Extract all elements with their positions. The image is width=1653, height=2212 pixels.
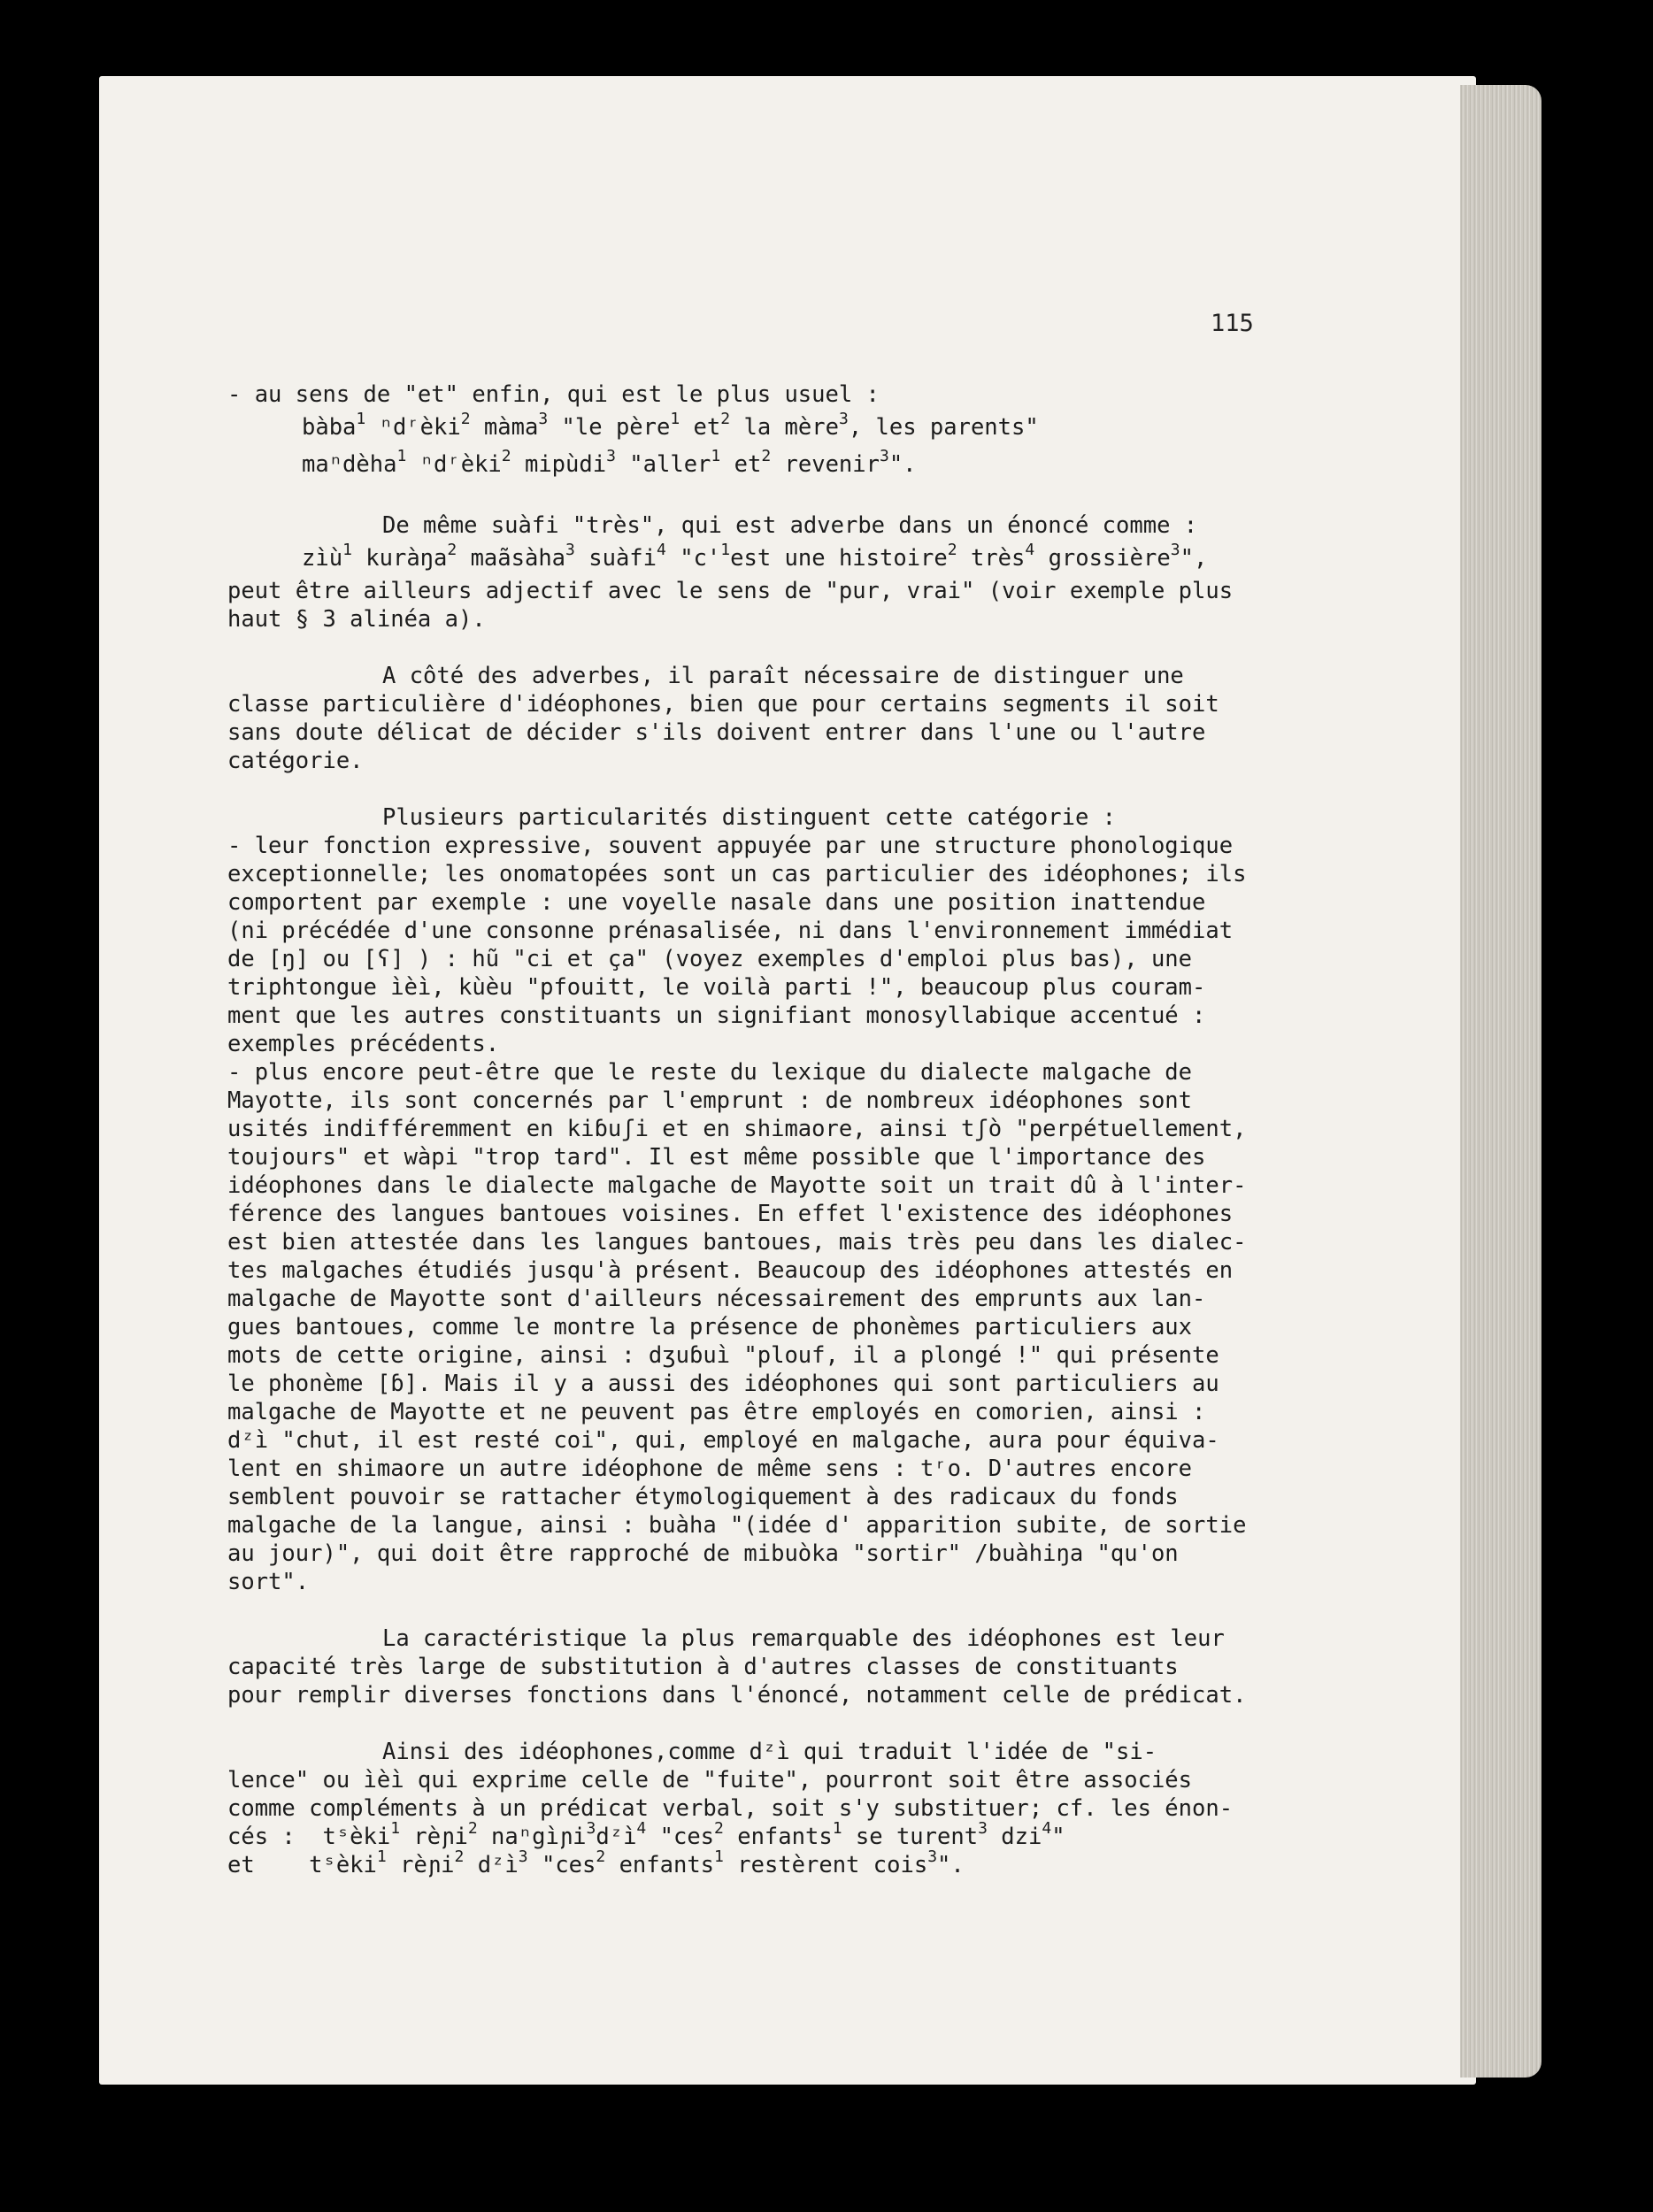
- page-edges: [1460, 85, 1542, 2078]
- text-line: tes malgaches étudiés jusqu'à présent. Beaucoup des idéophones attestés en: [227, 1257, 1234, 1284]
- example-line: bàba$^1$ ⁿdʳèki$^2$ màma$^3$ "le père$^1$ $et^2$ la mère$^3$, les parents": [302, 410, 1039, 441]
- text-line: malgache de la langue, ainsi : buàha "(idée d' apparition subite, de sortie: [227, 1512, 1247, 1539]
- text-line: peut être ailleurs adjectif avec le sens de "pur, vrai" (voir exemple plus: [227, 578, 1234, 604]
- paragraph-gap: [227, 1596, 1289, 1624]
- page-text: [227, 380, 1289, 1879]
- text-line: haut § 3 alinéa a).: [227, 606, 486, 633]
- text-line: comme compléments à un prédicat verbal, soit s'y substituer; cf. les énon-: [227, 1795, 1234, 1822]
- text-line: De même suàfi "très", qui est adverbe dans un énoncé comme :: [382, 512, 1198, 539]
- text-line: classe particulière d'idéophones, bien que pour certains segments il soit: [227, 691, 1219, 718]
- text-line: le phonème [ɓ]. Mais il y a aussi des idéophones qui sont particuliers au: [227, 1371, 1219, 1397]
- text-line: cés : tˢèki$^1$ rèɲi$^2$ naⁿgìɲi$^3$dᶻì$^4$ "ces$^2$ enfants$^1$ se turent$^3$ dzi$^4$": [227, 1819, 1065, 1850]
- text-line: triphtongue ìèì, kùèu "pfouitt, le voilà parti !", beaucoup plus couram-: [227, 974, 1206, 1001]
- text-line: - au sens de "et" enfin, qui est le plus usuel :: [227, 381, 880, 408]
- text-line: férence des langues bantoues voisines. En effet l'existence des idéophones: [227, 1201, 1234, 1227]
- text-line: exemples précédents.: [227, 1031, 500, 1057]
- paragraph-gap: [227, 483, 1289, 511]
- text-line: de [ŋ] ou [ʕ] ) : hũ "ci et ça" (voyez exemples d'emploi plus bas), une: [227, 946, 1193, 972]
- text-line: Mayotte, ils sont concernés par l'emprunt : de nombreux idéophones sont: [227, 1087, 1193, 1114]
- example-line: zìù$^1$ kuràŋa$^2$ maãsàha$^3$ suàfi$^4$ "$c'^1est$ une histoire$^2$ très$^4$ grossière$^3$",: [302, 541, 1208, 572]
- text-line: (ni précédée d'une consonne prénasalisée, ni dans l'environnement immédiat: [227, 918, 1234, 944]
- text-line: La caractéristique la plus remarquable des idéophones est leur: [382, 1625, 1225, 1652]
- text-line: sans doute délicat de décider s'ils doivent entrer dans l'une ou l'autre: [227, 719, 1206, 746]
- text-line: capacité très large de substitution à d'autres classes de constituants: [227, 1654, 1179, 1680]
- text-line: est bien attestée dans les langues bantoues, mais très peu dans les dialec-: [227, 1229, 1247, 1256]
- text-line: A côté des adverbes, il paraît nécessaire de distinguer une: [382, 663, 1184, 689]
- text-line: ment que les autres constituants un signifiant monosyllabique accentué :: [227, 1002, 1206, 1029]
- text-line: sort".: [227, 1569, 310, 1595]
- text-line: - leur fonction expressive, souvent appuyée par une structure phonologique: [227, 833, 1234, 859]
- text-line: gues bantoues, comme le montre la présence de phonèmes particuliers aux: [227, 1314, 1193, 1340]
- text-line: Plusieurs particularités distinguent cette catégorie :: [382, 804, 1117, 831]
- text-line: lence" ou ìèì qui exprime celle de "fuite", pourront soit être associés: [227, 1767, 1193, 1793]
- text-line: catégorie.: [227, 748, 364, 774]
- text-line: malgache de Mayotte et ne peuvent pas être employés en comorien, ainsi :: [227, 1399, 1206, 1425]
- text-line: malgache de Mayotte sont d'ailleurs nécessairement des emprunts aux lan-: [227, 1286, 1206, 1312]
- text-line: mots de cette origine, ainsi : dʒuɓuì "plouf, il a plongé !" qui présente: [227, 1342, 1219, 1369]
- page-number: 115: [1211, 310, 1254, 337]
- text-line: idéophones dans le dialecte malgache de Mayotte soit un trait dû à l'inter-: [227, 1172, 1247, 1199]
- text-line: exceptionnelle; les onomatopées sont un cas particulier des idéophones; ils: [227, 861, 1247, 887]
- paragraph-gap: [227, 1709, 1289, 1738]
- text-line: usités indifféremment en kiɓuʃi et en shimaore, ainsi tʃò "perpétuellement,: [227, 1116, 1247, 1142]
- text-line: - plus encore peut-être que le reste du lexique du dialecte malgache de: [227, 1059, 1193, 1086]
- text-line: et tˢèki$^1$ rèɲi$^2$ dᶻì$^3$ "ces$^2$ enfants$^1$ restèrent cois$^3$".: [227, 1847, 965, 1878]
- text-line: toujours" et wàpi "trop tard". Il est même possible que l'importance des: [227, 1144, 1206, 1171]
- text-line: Ainsi des idéophones,comme dᶻì qui traduit l'idée de "si-: [382, 1739, 1157, 1765]
- text-line: dᶻì "chut, il est resté coi", qui, employé en malgache, aura pour équiva-: [227, 1427, 1219, 1454]
- text-line: semblent pouvoir se rattacher étymologiquement à des radicaux du fonds: [227, 1484, 1179, 1510]
- text-line: au jour)", qui doit être rapproché de mibuòka "sortir" /buàhiŋa "qu'on: [227, 1540, 1179, 1567]
- text-line: lent en shimaore un autre idéophone de même sens : tʳo. D'autres encore: [227, 1455, 1193, 1482]
- text-line: comportent par exemple : une voyelle nasale dans une position inattendue: [227, 889, 1206, 916]
- example-line: maⁿdèha$^1$ ⁿdʳèki$^2$ mipùdi$^3$ "aller$^1$ $et^2$ revenir$^3$".: [302, 447, 917, 478]
- paragraph-gap: [227, 634, 1289, 662]
- text-line: pour remplir diverses fonctions dans l'énoncé, notamment celle de prédicat.: [227, 1682, 1247, 1709]
- paragraph-gap: [227, 775, 1289, 803]
